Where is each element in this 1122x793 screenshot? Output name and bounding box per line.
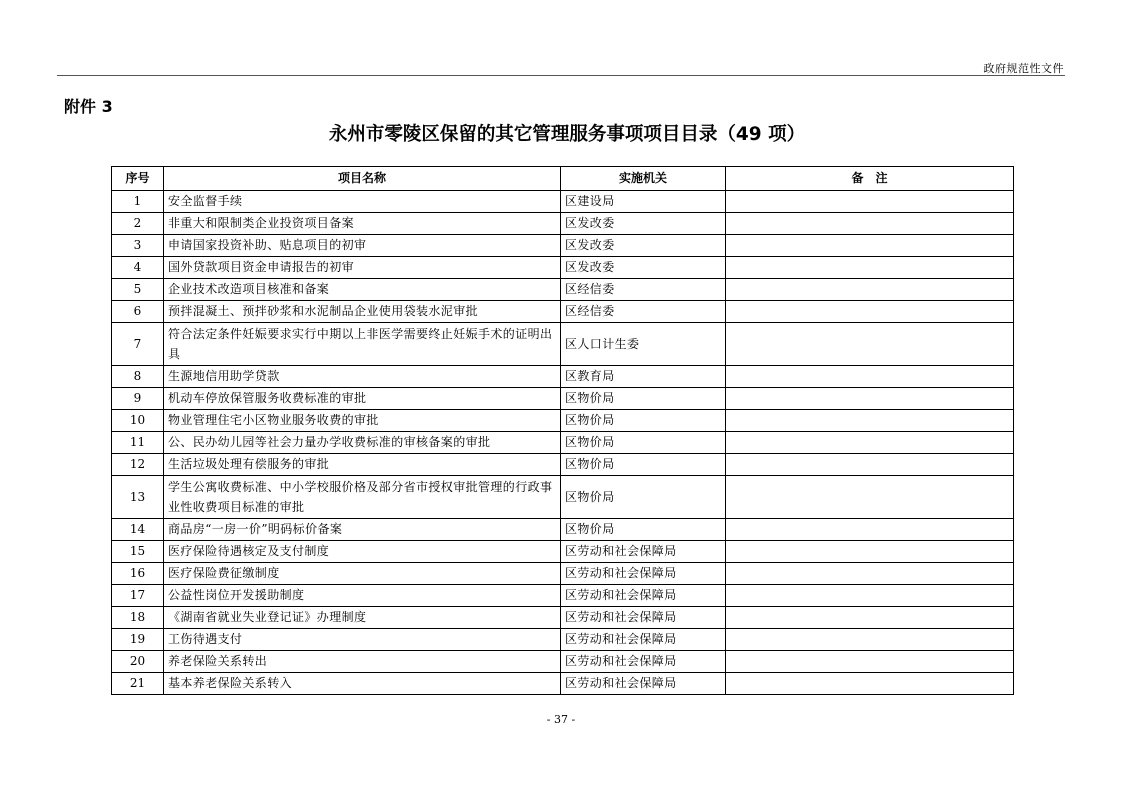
table-row [112, 476, 1014, 519]
seq-cell: 11 [112, 432, 164, 454]
seq-cell: 18 [112, 607, 164, 629]
note-cell [726, 563, 1014, 585]
column-header-name: 项目名称 [164, 167, 561, 191]
item-name-cell: 公益性岗位开发援助制度 [164, 585, 561, 607]
item-name-cell: 申请国家投资补助、贴息项目的初审 [164, 235, 561, 257]
table-row [112, 454, 1014, 476]
item-name-cell: 符合法定条件妊娠要求实行中期以上非医学需要终止妊娠手术的证明出具 [164, 323, 561, 366]
items-table [111, 166, 1014, 695]
table-body [112, 191, 1014, 695]
seq-cell: 17 [112, 585, 164, 607]
note-cell [726, 629, 1014, 651]
attachment-label: 附件 3 [64, 97, 113, 116]
table-row [112, 257, 1014, 279]
seq-cell: 21 [112, 673, 164, 695]
seq-cell: 10 [112, 410, 164, 432]
seq-cell: 7 [112, 323, 164, 366]
table-row [112, 629, 1014, 651]
item-name-cell: 生源地信用助学贷款 [164, 366, 561, 388]
seq-cell: 6 [112, 301, 164, 323]
seq-cell: 13 [112, 476, 164, 519]
item-name-cell: 基本养老保险关系转入 [164, 673, 561, 695]
table-row [112, 432, 1014, 454]
note-cell [726, 651, 1014, 673]
item-name-cell: 《湖南省就业失业登记证》办理制度 [164, 607, 561, 629]
agency-cell: 区发改委 [561, 213, 726, 235]
header-rule [57, 75, 1065, 76]
note-cell [726, 191, 1014, 213]
seq-cell: 15 [112, 541, 164, 563]
agency-cell: 区物价局 [561, 388, 726, 410]
running-header: 政府规范性文件 [983, 62, 1064, 75]
item-name-cell: 商品房“一房一价”明码标价备案 [164, 519, 561, 541]
note-cell [726, 301, 1014, 323]
seq-cell: 9 [112, 388, 164, 410]
agency-cell: 区发改委 [561, 257, 726, 279]
note-cell [726, 388, 1014, 410]
seq-cell: 8 [112, 366, 164, 388]
agency-cell: 区劳动和社会保障局 [561, 651, 726, 673]
table-row [112, 191, 1014, 213]
table-row [112, 607, 1014, 629]
column-header-note: 备 注 [726, 167, 1014, 191]
seq-cell: 1 [112, 191, 164, 213]
agency-cell: 区建设局 [561, 191, 726, 213]
item-name-cell: 生活垃圾处理有偿服务的审批 [164, 454, 561, 476]
item-name-cell: 公、民办幼儿园等社会力量办学收费标准的审核备案的审批 [164, 432, 561, 454]
page-number: - 37 - [546, 713, 576, 726]
agency-cell: 区劳动和社会保障局 [561, 585, 726, 607]
note-cell [726, 519, 1014, 541]
note-cell [726, 673, 1014, 695]
seq-cell: 20 [112, 651, 164, 673]
note-cell [726, 432, 1014, 454]
table-row [112, 585, 1014, 607]
seq-cell: 3 [112, 235, 164, 257]
note-cell [726, 476, 1014, 519]
agency-cell: 区劳动和社会保障局 [561, 563, 726, 585]
agency-cell: 区劳动和社会保障局 [561, 629, 726, 651]
agency-cell: 区人口计生委 [561, 323, 726, 366]
item-name-cell: 工伤待遇支付 [164, 629, 561, 651]
agency-cell: 区物价局 [561, 519, 726, 541]
table-row [112, 366, 1014, 388]
item-name-cell: 医疗保险待遇核定及支付制度 [164, 541, 561, 563]
item-name-cell: 机动车停放保管服务收费标准的审批 [164, 388, 561, 410]
table-row [112, 563, 1014, 585]
table-row [112, 519, 1014, 541]
seq-cell: 14 [112, 519, 164, 541]
column-header-agency: 实施机关 [561, 167, 726, 191]
column-header-seq: 序号 [112, 167, 164, 191]
agency-cell: 区教育局 [561, 366, 726, 388]
seq-cell: 4 [112, 257, 164, 279]
agency-cell: 区劳动和社会保障局 [561, 607, 726, 629]
agency-cell: 区物价局 [561, 410, 726, 432]
table-row [112, 651, 1014, 673]
agency-cell: 区经信委 [561, 279, 726, 301]
item-name-cell: 物业管理住宅小区物业服务收费的审批 [164, 410, 561, 432]
table-row [112, 388, 1014, 410]
seq-cell: 16 [112, 563, 164, 585]
seq-cell: 5 [112, 279, 164, 301]
note-cell [726, 410, 1014, 432]
note-cell [726, 279, 1014, 301]
document-title: 永州市零陵区保留的其它管理服务事项项目目录（49 项） [328, 124, 806, 145]
agency-cell: 区劳动和社会保障局 [561, 673, 726, 695]
note-cell [726, 541, 1014, 563]
agency-cell: 区经信委 [561, 301, 726, 323]
table-row [112, 541, 1014, 563]
note-cell [726, 235, 1014, 257]
table-row [112, 213, 1014, 235]
note-cell [726, 607, 1014, 629]
item-name-cell: 非重大和限制类企业投资项目备案 [164, 213, 561, 235]
seq-cell: 19 [112, 629, 164, 651]
item-name-cell: 预拌混凝土、预拌砂浆和水泥制品企业使用袋装水泥审批 [164, 301, 561, 323]
note-cell [726, 213, 1014, 235]
item-name-cell: 养老保险关系转出 [164, 651, 561, 673]
item-name-cell: 学生公寓收费标准、中小学校服价格及部分省市授权审批管理的行政事业性收费项目标准的审批 [164, 476, 561, 519]
note-cell [726, 454, 1014, 476]
item-name-cell: 安全监督手续 [164, 191, 561, 213]
agency-cell: 区物价局 [561, 454, 726, 476]
table-row [112, 301, 1014, 323]
note-cell [726, 323, 1014, 366]
note-cell [726, 257, 1014, 279]
note-cell [726, 585, 1014, 607]
table-header-row [112, 167, 1014, 191]
table-row [112, 235, 1014, 257]
agency-cell: 区物价局 [561, 476, 726, 519]
agency-cell: 区发改委 [561, 235, 726, 257]
agency-cell: 区劳动和社会保障局 [561, 541, 726, 563]
table-row [112, 673, 1014, 695]
table-row [112, 410, 1014, 432]
table-row [112, 323, 1014, 366]
item-name-cell: 国外贷款项目资金申请报告的初审 [164, 257, 561, 279]
note-cell [726, 366, 1014, 388]
item-name-cell: 医疗保险费征缴制度 [164, 563, 561, 585]
seq-cell: 2 [112, 213, 164, 235]
agency-cell: 区物价局 [561, 432, 726, 454]
seq-cell: 12 [112, 454, 164, 476]
item-name-cell: 企业技术改造项目核准和备案 [164, 279, 561, 301]
table-row [112, 279, 1014, 301]
